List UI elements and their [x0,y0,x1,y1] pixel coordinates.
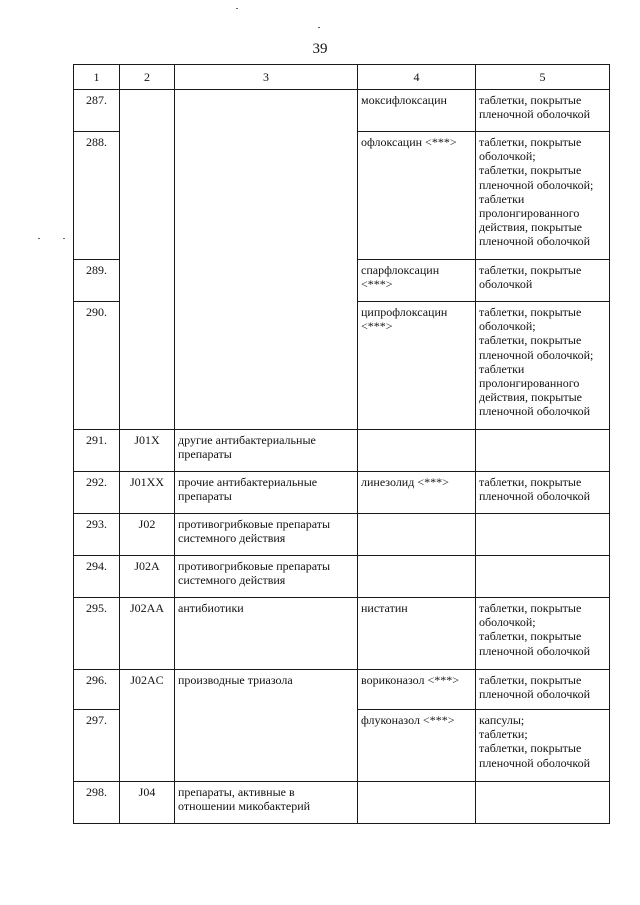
drug-name: ципрофлоксацин <***> [358,302,476,430]
column-header: 4 [358,65,476,90]
dosage-form: капсулы; таблетки; таблетки, покрытые пленочной оболочкой [476,710,610,782]
row-number: 290. [74,302,120,430]
row-number: 287. [74,90,120,132]
row-number: 293. [74,514,120,556]
row-number: 294. [74,556,120,598]
dosage-form: таблетки, покрытые оболочкой; таблетки, покрытые пленочной оболочкой [476,598,610,670]
table-row [74,90,610,132]
pharmacological-group [175,90,358,430]
drug-name [358,430,476,472]
atc-code: J01XX [120,472,175,514]
pharmacological-group: антибиотики [175,598,358,670]
dosage-form [476,430,610,472]
drug-name [358,514,476,556]
medication-table [73,64,610,824]
scan-speck [236,8,238,9]
dosage-form: таблетки, покрытые оболочкой; таблетки, покрытые пленочной оболочкой; таблетки пролонгированного действия, покрытые пленочной оболочкой [476,132,610,260]
drug-name [358,556,476,598]
table-row [74,472,610,514]
row-number: 288. [74,132,120,260]
dosage-form: таблетки, покрытые оболочкой; таблетки, покрытые пленочной оболочкой; таблетки пролонгированного действия, покрытые пленочной оболочкой [476,302,610,430]
row-number: 297. [74,710,120,782]
column-header: 3 [175,65,358,90]
dosage-form: таблетки, покрытые пленочной оболочкой [476,670,610,710]
dosage-form: таблетки, покрытые пленочной оболочкой [476,90,610,132]
scan-speck [38,238,40,239]
pharmacological-group: прочие антибактериальные препараты [175,472,358,514]
column-header: 1 [74,65,120,90]
page-number: 39 [312,41,328,57]
drug-name: флуконазол <***> [358,710,476,782]
atc-code: J02A [120,556,175,598]
atc-code: J02AC [120,670,175,782]
row-number: 291. [74,430,120,472]
scan-speck [63,238,65,239]
row-number: 289. [74,260,120,302]
dosage-form: таблетки, покрытые оболочкой [476,260,610,302]
atc-code: J02AA [120,598,175,670]
atc-code: J02 [120,514,175,556]
drug-name: линезолид <***> [358,472,476,514]
drug-name: офлоксацин <***> [358,132,476,260]
table-row [74,430,610,472]
pharmacological-group: противогрибковые препараты системного действия [175,556,358,598]
row-number: 296. [74,670,120,710]
atc-code: J01X [120,430,175,472]
column-header: 2 [120,65,175,90]
row-number: 292. [74,472,120,514]
scan-speck [318,27,320,28]
atc-code: J04 [120,782,175,824]
drug-name [358,782,476,824]
table-row [74,782,610,824]
drug-name: нистатин [358,598,476,670]
drug-name: спарфлоксацин <***> [358,260,476,302]
drug-name: моксифлоксацин [358,90,476,132]
row-number: 298. [74,782,120,824]
pharmacological-group: противогрибковые препараты системного действия [175,514,358,556]
atc-code [120,90,175,430]
pharmacological-group: другие антибактериальные препараты [175,430,358,472]
column-header: 5 [476,65,610,90]
table-row [74,514,610,556]
dosage-form [476,514,610,556]
row-number: 295. [74,598,120,670]
table-row [74,598,610,670]
pharmacological-group: препараты, активные в отношении микобактерий [175,782,358,824]
dosage-form [476,782,610,824]
dosage-form: таблетки, покрытые пленочной оболочкой [476,472,610,514]
table-row [74,556,610,598]
drug-name: вориконазол <***> [358,670,476,710]
pharmacological-group: производные триазола [175,670,358,782]
table-row [74,670,610,710]
table-header-row [74,65,610,90]
dosage-form [476,556,610,598]
